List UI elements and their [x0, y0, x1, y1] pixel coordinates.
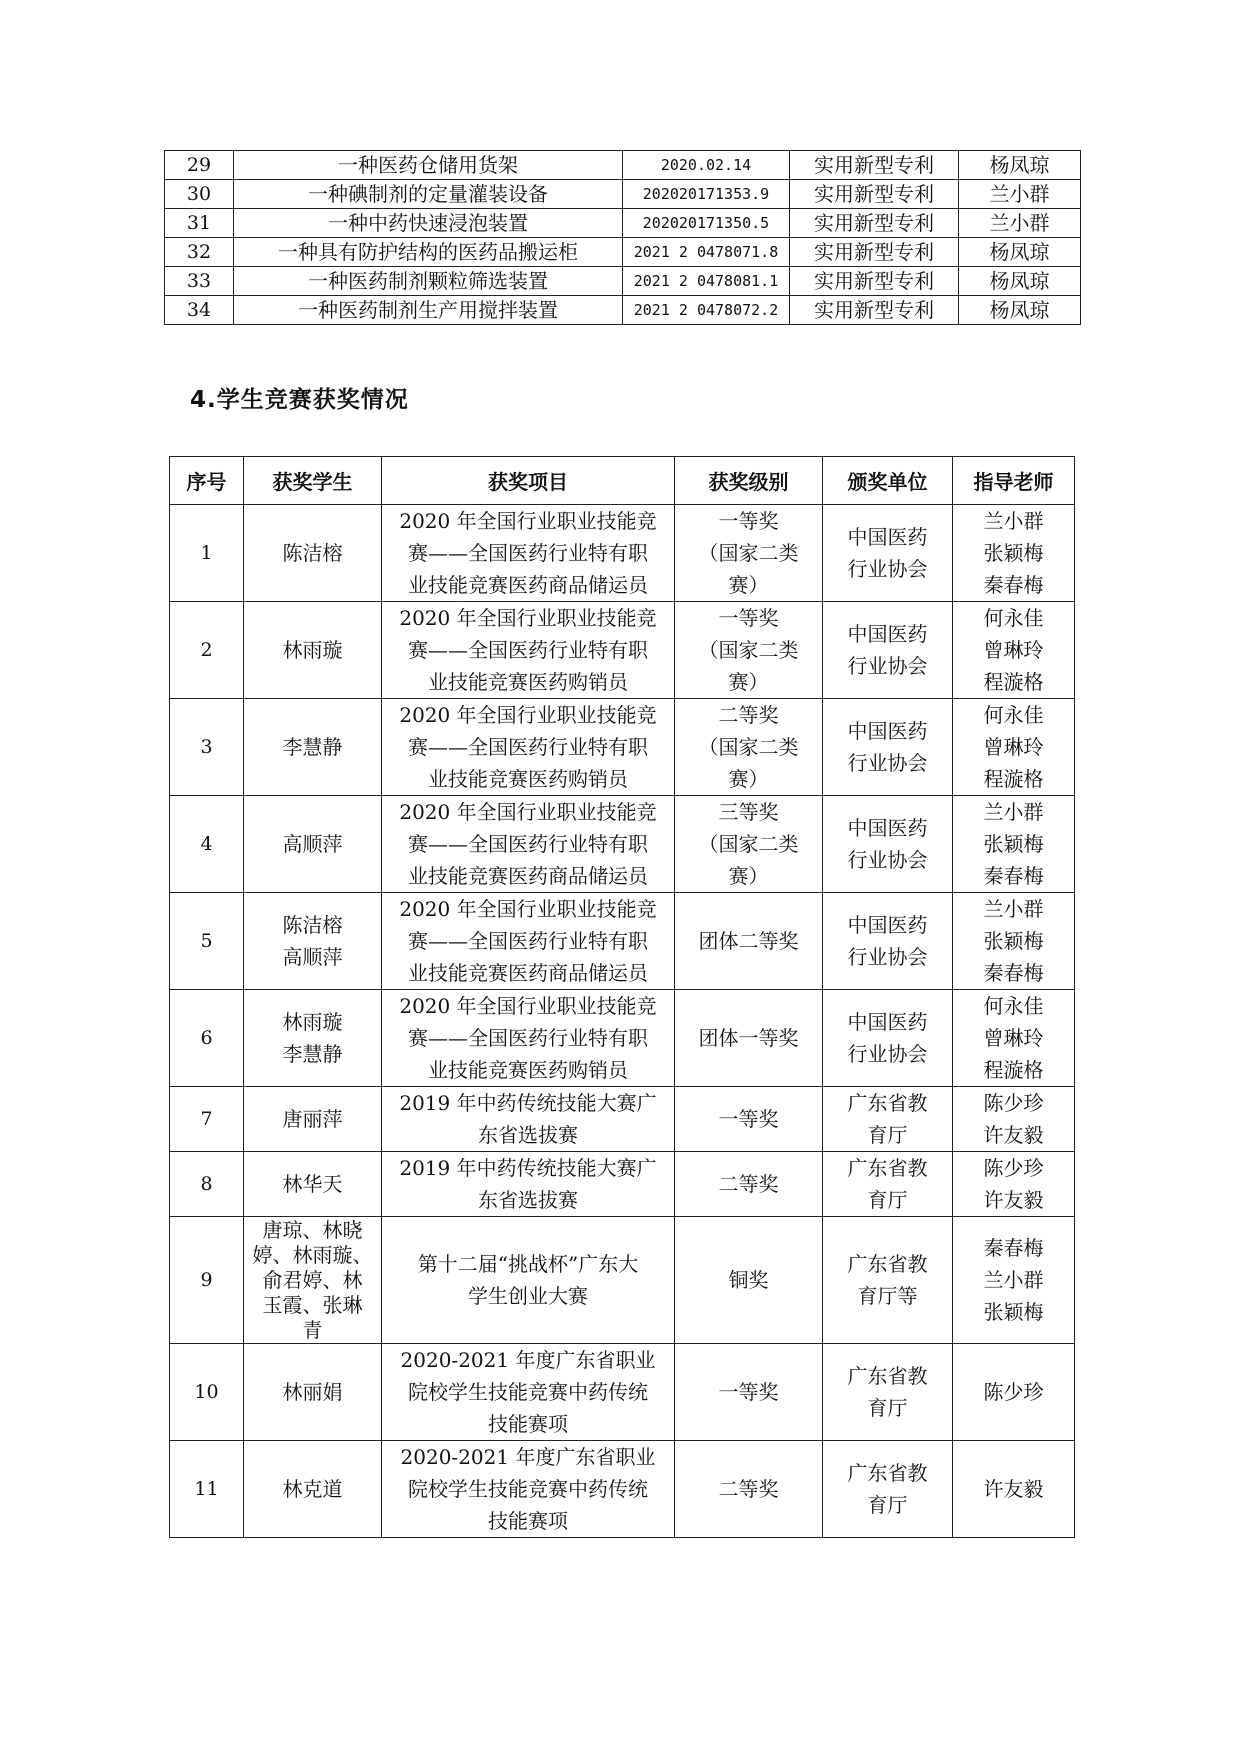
- award-level: 二等奖: [675, 1441, 823, 1538]
- patent-table-body: [165, 151, 1081, 325]
- award-students: 高顺萍: [244, 796, 382, 893]
- header-project: 获奖项目: [382, 457, 675, 505]
- patent-type: 实用新型专利: [790, 267, 959, 296]
- award-level: 一等奖 （国家二类 赛）: [675, 505, 823, 602]
- patent-no: 31: [165, 209, 234, 238]
- patent-no: 33: [165, 267, 234, 296]
- award-project: 2020 年全国行业职业技能竞 赛——全国医药行业特有职 业技能竞赛医药商品储运员: [382, 505, 675, 602]
- award-students: 林丽娟: [244, 1344, 382, 1441]
- patent-row: [165, 238, 1081, 267]
- patent-no: 29: [165, 151, 234, 180]
- award-no: 9: [170, 1217, 244, 1344]
- award-row: [170, 990, 1075, 1087]
- award-no: 4: [170, 796, 244, 893]
- award-level: 二等奖: [675, 1152, 823, 1217]
- award-project: 2020-2021 年度广东省职业 院校学生技能竞赛中药传统 技能赛项: [382, 1441, 675, 1538]
- patent-table: [164, 150, 1081, 325]
- award-project: 第十二届“挑战杯”广东大 学生创业大赛: [382, 1217, 675, 1344]
- award-students: 陈洁榕: [244, 505, 382, 602]
- award-row: [170, 1344, 1075, 1441]
- award-teachers: 秦春梅 兰小群 张颖梅: [953, 1217, 1075, 1344]
- award-row: [170, 602, 1075, 699]
- award-header-row: [170, 457, 1075, 505]
- patent-name: 一种医药制剂颗粒筛选装置: [234, 267, 623, 296]
- patent-row: [165, 296, 1081, 325]
- award-students: 林雨璇 李慧静: [244, 990, 382, 1087]
- patent-person: 杨凤琼: [959, 296, 1081, 325]
- patent-no: 30: [165, 180, 234, 209]
- award-unit: 中国医药 行业协会: [823, 893, 953, 990]
- award-no: 7: [170, 1087, 244, 1152]
- patent-type: 实用新型专利: [790, 151, 959, 180]
- header-no: 序号: [170, 457, 244, 505]
- patent-person: 杨凤琼: [959, 238, 1081, 267]
- section-title: 4.学生竞赛获奖情况: [190, 387, 409, 413]
- award-row: [170, 1087, 1075, 1152]
- award-project: 2020 年全国行业职业技能竞 赛——全国医药行业特有职 业技能竞赛医药商品储运员: [382, 796, 675, 893]
- award-no: 2: [170, 602, 244, 699]
- award-teachers: 何永佳 曾琳玲 程漩格: [953, 602, 1075, 699]
- award-unit: 广东省教 育厅: [823, 1344, 953, 1441]
- patent-person: 杨凤琼: [959, 267, 1081, 296]
- award-teachers: 何永佳 曾琳玲 程漩格: [953, 699, 1075, 796]
- patent-name: 一种具有防护结构的医药品搬运柜: [234, 238, 623, 267]
- award-table-body: [170, 505, 1075, 1538]
- patent-number: 2021 2 0478081.1: [623, 267, 790, 296]
- award-unit: 中国医药 行业协会: [823, 602, 953, 699]
- patent-person: 兰小群: [959, 209, 1081, 238]
- patent-number: 202020171353.9: [623, 180, 790, 209]
- patent-name: 一种医药仓储用货架: [234, 151, 623, 180]
- patent-person: 兰小群: [959, 180, 1081, 209]
- award-teachers: 许友毅: [953, 1441, 1075, 1538]
- header-students: 获奖学生: [244, 457, 382, 505]
- patent-name: 一种中药快速浸泡装置: [234, 209, 623, 238]
- patent-row: [165, 267, 1081, 296]
- award-teachers: 兰小群 张颖梅 秦春梅: [953, 505, 1075, 602]
- patent-no: 32: [165, 238, 234, 267]
- patent-type: 实用新型专利: [790, 180, 959, 209]
- award-unit: 广东省教 育厅: [823, 1087, 953, 1152]
- award-row: [170, 699, 1075, 796]
- award-level: 铜奖: [675, 1217, 823, 1344]
- award-teachers: 何永佳 曾琳玲 程漩格: [953, 990, 1075, 1087]
- award-unit: 中国医药 行业协会: [823, 796, 953, 893]
- award-level: 三等奖 （国家二类 赛）: [675, 796, 823, 893]
- award-level: 一等奖: [675, 1344, 823, 1441]
- award-row: [170, 505, 1075, 602]
- award-row: [170, 1152, 1075, 1217]
- patent-type: 实用新型专利: [790, 296, 959, 325]
- award-teachers: 兰小群 张颖梅 秦春梅: [953, 893, 1075, 990]
- award-teachers: 陈少珍 许友毅: [953, 1152, 1075, 1217]
- award-row: [170, 893, 1075, 990]
- header-unit: 颁奖单位: [823, 457, 953, 505]
- patent-number: 2021 2 0478071.8: [623, 238, 790, 267]
- header-level: 获奖级别: [675, 457, 823, 505]
- award-level: 一等奖 （国家二类 赛）: [675, 602, 823, 699]
- award-teachers: 陈少珍: [953, 1344, 1075, 1441]
- award-project: 2020-2021 年度广东省职业 院校学生技能竞赛中药传统 技能赛项: [382, 1344, 675, 1441]
- patent-person: 杨凤琼: [959, 151, 1081, 180]
- award-no: 5: [170, 893, 244, 990]
- patent-type: 实用新型专利: [790, 209, 959, 238]
- award-teachers: 兰小群 张颖梅 秦春梅: [953, 796, 1075, 893]
- award-level: 团体二等奖: [675, 893, 823, 990]
- award-project: 2020 年全国行业职业技能竞 赛——全国医药行业特有职 业技能竞赛医药购销员: [382, 990, 675, 1087]
- patent-row: [165, 209, 1081, 238]
- award-no: 1: [170, 505, 244, 602]
- award-students: 林克道: [244, 1441, 382, 1538]
- award-students: 林华天: [244, 1152, 382, 1217]
- award-unit: 广东省教 育厅: [823, 1152, 953, 1217]
- award-students: 李慧静: [244, 699, 382, 796]
- award-project: 2020 年全国行业职业技能竞 赛——全国医药行业特有职 业技能竞赛医药购销员: [382, 602, 675, 699]
- patent-row: [165, 151, 1081, 180]
- award-no: 6: [170, 990, 244, 1087]
- award-row: [170, 1217, 1075, 1344]
- award-students: 陈洁榕 高顺萍: [244, 893, 382, 990]
- award-unit: 广东省教 育厅: [823, 1441, 953, 1538]
- header-teachers: 指导老师: [953, 457, 1075, 505]
- award-row: [170, 796, 1075, 893]
- patent-number: 2020.02.14: [623, 151, 790, 180]
- patent-name: 一种碘制剂的定量灌装设备: [234, 180, 623, 209]
- award-students: 林雨璇: [244, 602, 382, 699]
- patent-name: 一种医药制剂生产用搅拌装置: [234, 296, 623, 325]
- award-level: 一等奖: [675, 1087, 823, 1152]
- award-project: 2019 年中药传统技能大赛广 东省选拔赛: [382, 1152, 675, 1217]
- award-no: 3: [170, 699, 244, 796]
- award-level: 二等奖 （国家二类 赛）: [675, 699, 823, 796]
- award-project: 2019 年中药传统技能大赛广 东省选拔赛: [382, 1087, 675, 1152]
- award-students: 唐丽萍: [244, 1087, 382, 1152]
- patent-number: 202020171350.5: [623, 209, 790, 238]
- award-unit: 中国医药 行业协会: [823, 505, 953, 602]
- award-row: [170, 1441, 1075, 1538]
- award-teachers: 陈少珍 许友毅: [953, 1087, 1075, 1152]
- award-no: 8: [170, 1152, 244, 1217]
- patent-no: 34: [165, 296, 234, 325]
- patent-row: [165, 180, 1081, 209]
- patent-type: 实用新型专利: [790, 238, 959, 267]
- award-students: 唐琼、林晓 婷、林雨璇、 俞君婷、林 玉霞、张琳 青: [244, 1217, 382, 1344]
- award-no: 10: [170, 1344, 244, 1441]
- award-unit: 广东省教 育厅等: [823, 1217, 953, 1344]
- award-no: 11: [170, 1441, 244, 1538]
- award-project: 2020 年全国行业职业技能竞 赛——全国医药行业特有职 业技能竞赛医药购销员: [382, 699, 675, 796]
- award-level: 团体一等奖: [675, 990, 823, 1087]
- award-project: 2020 年全国行业职业技能竞 赛——全国医药行业特有职 业技能竞赛医药商品储运员: [382, 893, 675, 990]
- award-table: [169, 456, 1075, 1538]
- patent-number: 2021 2 0478072.2: [623, 296, 790, 325]
- award-unit: 中国医药 行业协会: [823, 990, 953, 1087]
- award-unit: 中国医药 行业协会: [823, 699, 953, 796]
